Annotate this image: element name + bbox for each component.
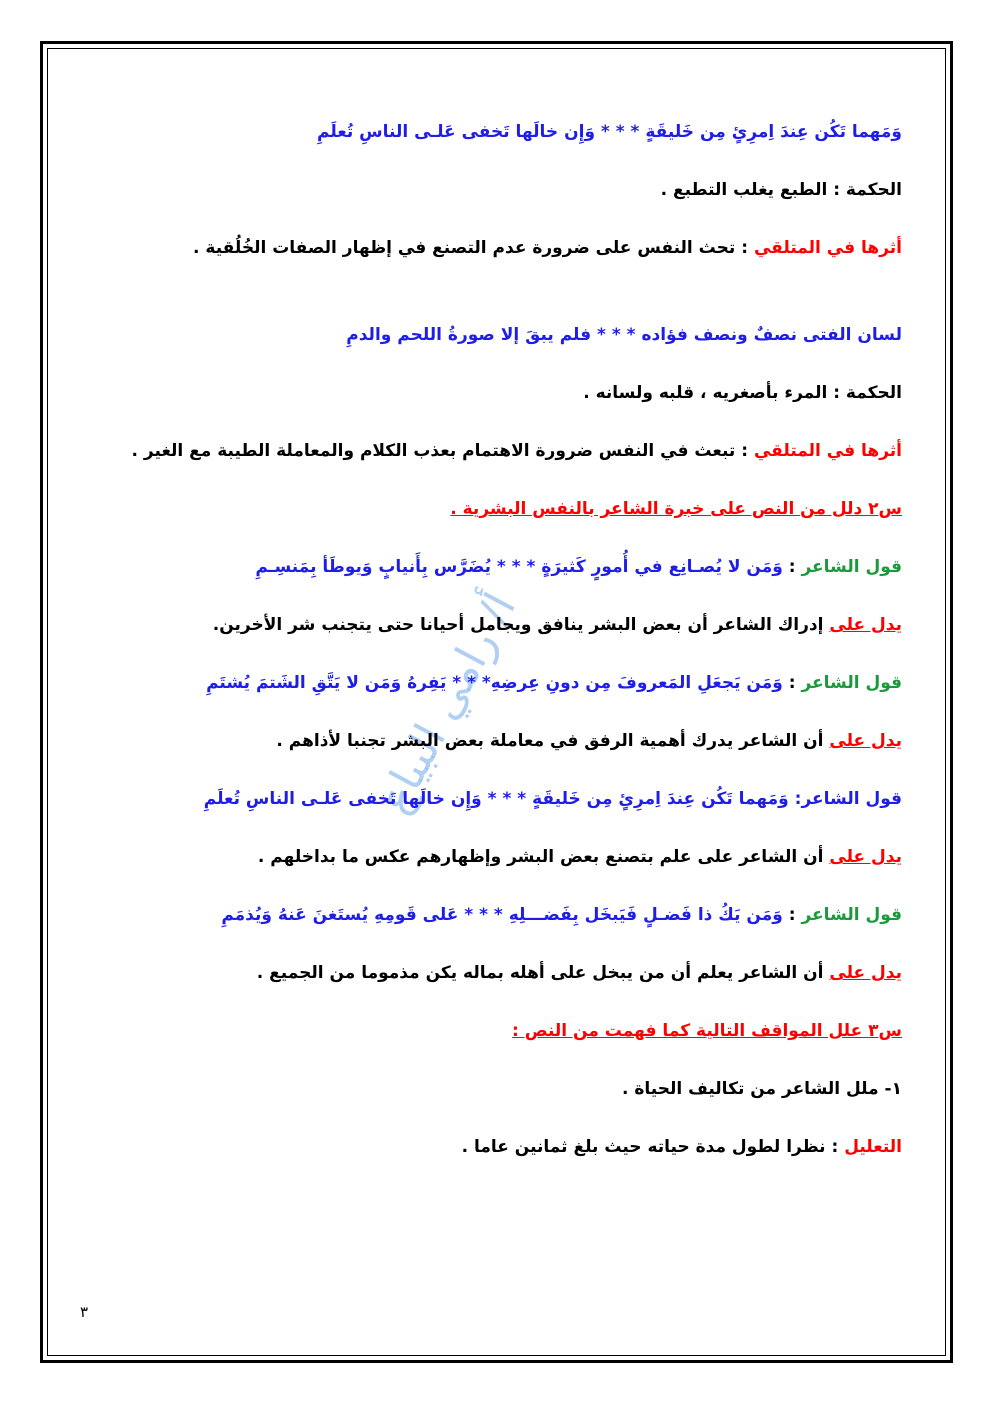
reason-line [90,1127,902,1185]
poet-quote-line: قول الشاعر : وَمَن لا يُصـانِع في أُمورٍ كَثيرَةٍ * * * يُضَرَّس بِأَنيابٍ وَيوطَأ بِمَنسِـمِ [255,557,902,577]
poet-quote-line: قول الشاعر : وَمَن يَجعَلِ المَعروفَ مِن دونِ عِرضِهِ* * * يَفِرهُ وَمَن لا يَتَّقِ الشَتمَ يُشتَمِ [206,673,902,693]
indication-line [90,721,902,779]
poet-label: قول الشاعر [801,905,902,925]
wisdom-line [90,373,902,431]
wisdom-text: الطبع يغلب التطبع . [660,180,834,200]
poet-label: قول الشاعر [801,673,902,693]
indicates-label: يدل على [829,731,902,751]
indication-line [90,837,902,895]
question-3-heading: س٣ علل المواقف التالية كما فهمت من النص : [512,1021,902,1041]
document-body [90,112,902,1185]
indication-text: إدراك الشاعر أن بعض البشر ينافق ويجامل أحيانا حتى يتجنب شر الأخرين. [212,615,830,635]
verse-line: لسان الفتى نصفٌ ونصف فؤاده * * * فلم يبقَ إلا صورةُ اللحم والدمِ [346,325,902,345]
quote-verse: وَمَن يَكُ ذا فَضـلٍ فَيَبخَل بِفَضـــلِهِ * * * عَلى قَومِهِ يُستَغنَ عَنهُ وَيُذمَمِ [221,905,783,925]
poet-quote-line [90,779,902,837]
indication-line [90,605,902,663]
question-2-heading: س٢ دلل من النص على خبرة الشاعر بالنفس البشرية . [450,499,902,519]
verse-line: وَمَهما تَكُن عِندَ اِمرِئٍ مِن خَليقَةٍ * * * وَإِن خالَها تَخفى عَلـى الناسِ تُعلَمِ [317,122,902,142]
wisdom-label: الحكمة : [833,383,902,403]
quote-verse: وَمَهما تَكُن عِندَ اِمرِئٍ مِن خَليقَةٍ * * * وَإِن خالَها تَخفى عَلـى الناسِ تُعلَمِ [203,789,789,809]
question-3-item: ١- ملل الشاعر من تكاليف الحياة . [622,1079,902,1099]
effect-line [90,431,902,489]
effect-text: : تحث النفس على ضرورة عدم التصنع في إظهار الصفات الخُلُقية . [193,238,754,258]
wisdom-line [90,170,902,228]
wisdom-text: المرء بأصغريه ، قلبه ولسانه . [583,383,834,403]
reason-label: التعليل [844,1137,902,1157]
quote-verse: وَمَن لا يُصـانِع في أُمورٍ كَثيرَةٍ * * * يُضَرَّس بِأَنيابٍ وَيوطَأ بِمَنسِـمِ [255,557,783,577]
indicates-label: يدل على [829,615,902,635]
indicates-label: يدل على [829,963,902,983]
watermark-text: أ/ رامي البياع [368,585,527,822]
effect-label: أثرها في المتلقي [753,238,902,258]
indicates-label: يدل على [829,847,902,867]
effect-label: أثرها في المتلقي [753,441,902,461]
quote-verse: وَمَن يَجعَلِ المَعروفَ مِن دونِ عِرضِهِ* * * يَفِرهُ وَمَن لا يَتَّقِ الشَتمَ يُشتَمِ [206,673,783,693]
poet-label: قول الشاعر: [794,789,902,809]
reason-text: : نظرا لطول مدة حياته حيث بلغ ثمانين عاما . [461,1137,845,1157]
indication-line [90,953,902,1011]
wisdom-label: الحكمة : [833,180,902,200]
poet-label: قول الشاعر [801,557,902,577]
poet-quote-line: قول الشاعر : وَمَن يَكُ ذا فَضـلٍ فَيَبخَل بِفَضـــلِهِ * * * عَلى قَومِهِ يُستَغنَ عَنهُ وَيُذمَمِ [221,905,902,925]
indication-text: أن الشاعر على علم بتصنع بعض البشر وإظهارهم عكس ما بداخلهم . [257,847,830,867]
indication-text: أن الشاعر يعلم أن من يبخل على أهله بماله يكن مذموما من الجميع . [256,963,830,983]
indication-text: أن الشاعر يدرك أهمية الرفق في معاملة بعض البشر تجنبا لأذاهم . [276,731,830,751]
page-number: ٣ [80,1303,89,1321]
effect-line [90,228,902,286]
effect-text: : تبعث في النفس ضرورة الاهتمام بعذب الكلام والمعاملة الطيبة مع الغير . [131,441,754,461]
spacer [90,286,902,315]
